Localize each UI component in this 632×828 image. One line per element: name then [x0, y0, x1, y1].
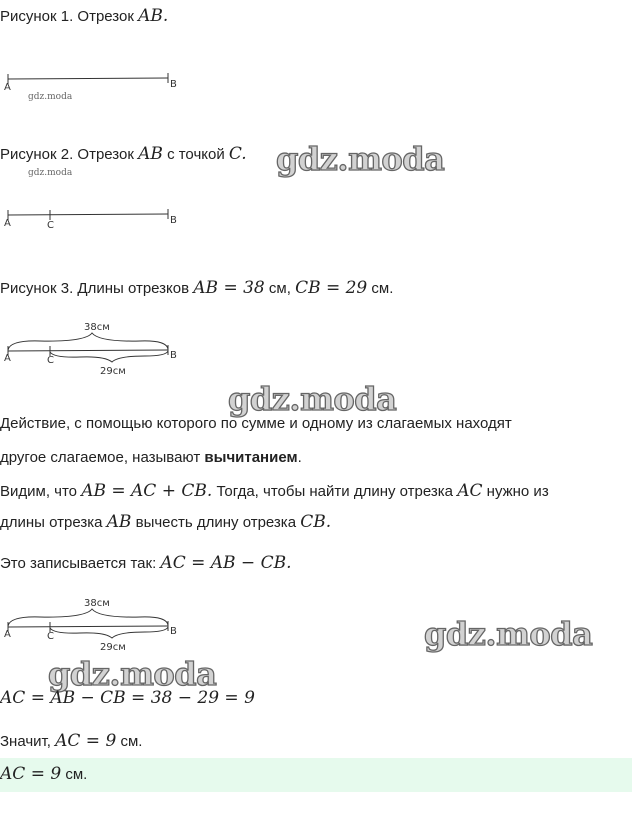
fig2-caption: Рисунок 2. Отрезок AB с точкой C.	[0, 144, 247, 164]
answer-box	[0, 758, 632, 792]
point-c-label: C	[47, 355, 54, 366]
calculation-line: AC = AB − CB = 38 − 29 = 9	[0, 688, 255, 708]
length-cb-label: 29см	[100, 366, 126, 377]
paragraph-line: Видим, что AB = AC + CB. Тогда, чтобы найти длину отрезка AC нужно из	[0, 481, 549, 501]
watermark-small: gdz.moda	[28, 168, 73, 178]
answer-text: AC = 9 см.	[0, 764, 88, 784]
paragraph-line: Это записывается так: AC = AB − CB.	[0, 553, 292, 573]
paragraph-line: длины отрезка AB вычесть длину отрезка CB.	[0, 512, 332, 532]
segment-acb-figure	[0, 206, 200, 234]
watermark-logo: gdz.moda	[424, 615, 593, 653]
brace-ab	[8, 609, 168, 626]
segment-lengths-figure	[0, 594, 200, 656]
point-c-label: C	[47, 631, 54, 642]
fig1-caption: Рисунок 1. Отрезок AB.	[0, 6, 169, 26]
length-ab-label: 38см	[84, 322, 110, 333]
point-b-label: B	[170, 79, 177, 90]
point-b-label: B	[170, 215, 177, 226]
brace-ab	[8, 333, 168, 350]
segment-ab-line	[8, 350, 168, 351]
point-a-label: A	[4, 218, 11, 229]
segment-lengths-figure	[0, 318, 200, 380]
conclusion-line: Значит, AC = 9 см.	[0, 731, 143, 751]
segment-ab-line	[8, 626, 168, 627]
bold-term: вычитанием	[204, 449, 298, 466]
point-a-label: A	[4, 82, 11, 93]
length-ab-label: 38см	[84, 598, 110, 609]
point-a-label: A	[4, 629, 11, 640]
point-b-label: B	[170, 350, 177, 361]
fig3-caption: Рисунок 3. Длины отрезков AB = 38 см, CB = 29 см.	[0, 278, 394, 298]
point-a-label: A	[4, 353, 11, 364]
paragraph-line: другое слагаемое, называют вычитанием.	[0, 449, 302, 466]
segment-ab-line	[8, 214, 168, 215]
segment-ab-line	[8, 78, 168, 79]
length-cb-label: 29см	[100, 642, 126, 653]
point-b-label: B	[170, 626, 177, 637]
brace-cb	[50, 627, 168, 638]
watermark-logo: gdz.moda	[48, 655, 217, 693]
watermark-logo: gdz.moda	[276, 140, 445, 178]
point-c-label: C	[47, 220, 54, 231]
watermark-small: gdz.moda	[28, 92, 73, 102]
paragraph-line: Действие, с помощью которого по сумме и одному из слагаемых находят	[0, 415, 512, 432]
watermark-logo: gdz.moda	[228, 380, 397, 418]
brace-cb	[50, 351, 168, 362]
